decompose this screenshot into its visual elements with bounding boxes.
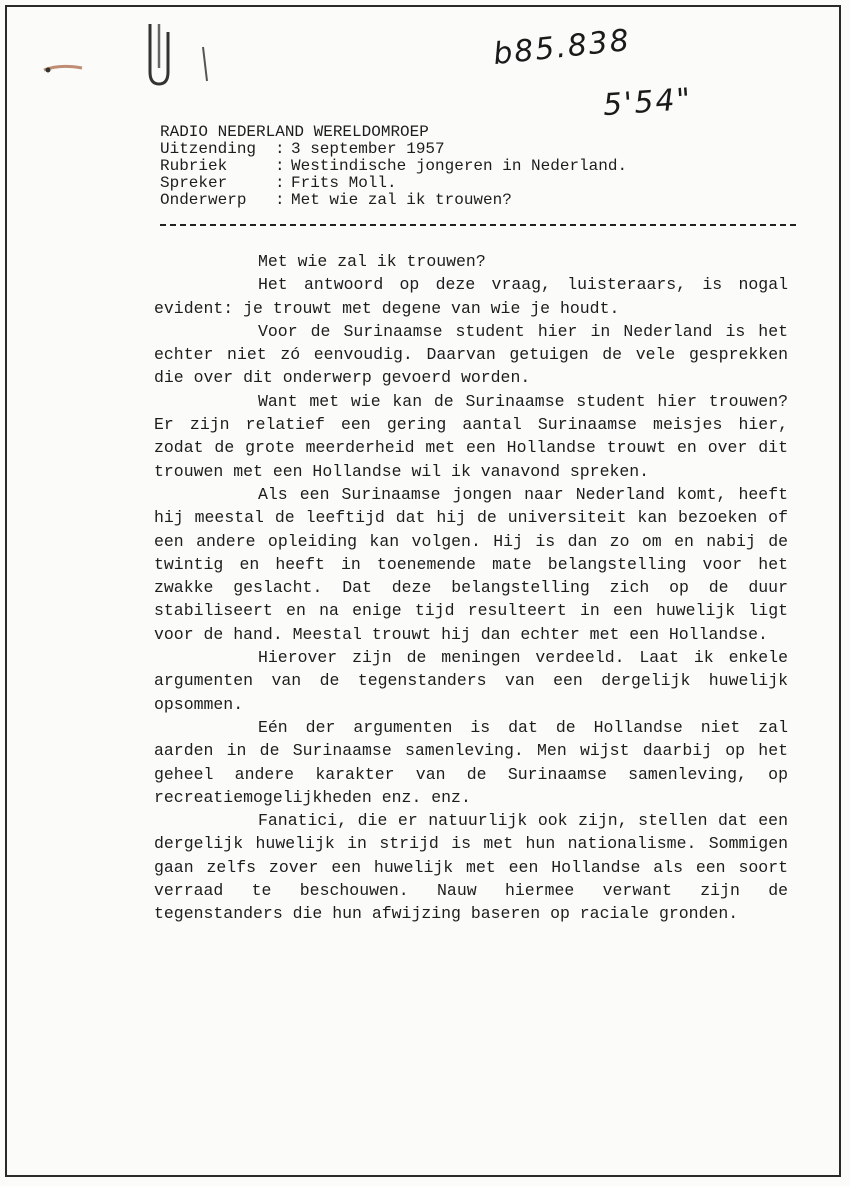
transcript-body [154,250,788,926]
header-separator: : [275,140,285,158]
paragraph: Fanatici, die er natuurlijk ook zijn, stellen dat een dergelijk huwelijk in strijd is met hun nationalisme. Sommigen gaan zelfs zover een huwelijk met een Hollandse als een soort verraad te beschouwen. Nauw hiermee verwant zijn de tegenstanders die hun afwijzing baseren op raciale gronden. [154,811,788,924]
header-value: Met wie zal ik trouwen? [291,191,512,209]
header-value: Frits Moll. [291,174,397,192]
header-value: Westindische jongeren in Nederland. [291,157,628,175]
archive-number-handwritten: b85.838 [491,22,633,73]
header-row-onderwerp [160,192,627,209]
paragraph: Eén der argumenten is dat de Hollandse niet zal aarden in de Surinaamse samenleving. Men wijst daarbij op het geheel andere karakter van de Surinaamse samenleving, op recreatiemogelijkheden enz. enz. [154,717,788,807]
header-label: Rubriek [160,157,228,175]
header-separator: : [275,191,285,209]
paragraph: Want met wie kan de Surinaamse student hier trouwen? Er zijn relatief een gering aantal Surinaamse meisjes hier, zodat de grote meerderheid met een Hollandse trouwt en over dit trouwen met een Hollandse wil ik vanavond spreken. [154,391,788,481]
paragraph: Het antwoord op deze vraag, luisteraars, is nogal evident: je trouwt met degene van wie je houdt. [154,275,788,318]
paragraph: Met wie zal ik trouwen? [258,252,486,271]
broadcast-header [160,124,627,209]
header-value: 3 september 1957 [291,140,445,158]
header-separator: : [275,174,285,192]
paperclip-icon [140,20,180,90]
duration-handwritten: 5'54" [601,81,694,124]
dashed-divider [160,224,796,226]
header-label: Uitzending [160,140,257,158]
header-row-rubriek [160,158,627,175]
paragraph: Hierover zijn de meningen verdeeld. Laat ik enkele argumenten van de tegenstanders van een dergelijk huwelijk opsommen. [154,648,788,714]
header-row-spreker [160,175,627,192]
paragraph: Voor de Surinaamse student hier in Nederland is het echter niet zó eenvoudig. Daarvan getuigen de vele gesprekken die over dit onderwerp gevoerd worden. [154,321,788,388]
header-separator: : [275,157,285,175]
header-label: Spreker [160,174,228,192]
paragraph: Als een Surinaamse jongen naar Nederland komt, heeft hij meestal de leeftijd dat hij de universiteit kan bezoeken of een andere opleiding kan volgen. Hij is dan zo om en nabij de twintig en heeft in toenemende mate belangstelling voor het zwakke geslacht. Dat deze belangstelling zich op de duur stabiliseert en na enige tijd resulteert in een huwelijk ligt voor de hand. Meestal trouwt hij dan echter met een Hollandse. [154,484,788,644]
organization-line: RADIO NEDERLAND WERELDOMROEP [160,123,429,141]
header-label: Onderwerp [160,191,247,209]
rust-stain [40,58,90,78]
header-row-uitzending [160,141,627,158]
pencil-mark [200,45,212,85]
